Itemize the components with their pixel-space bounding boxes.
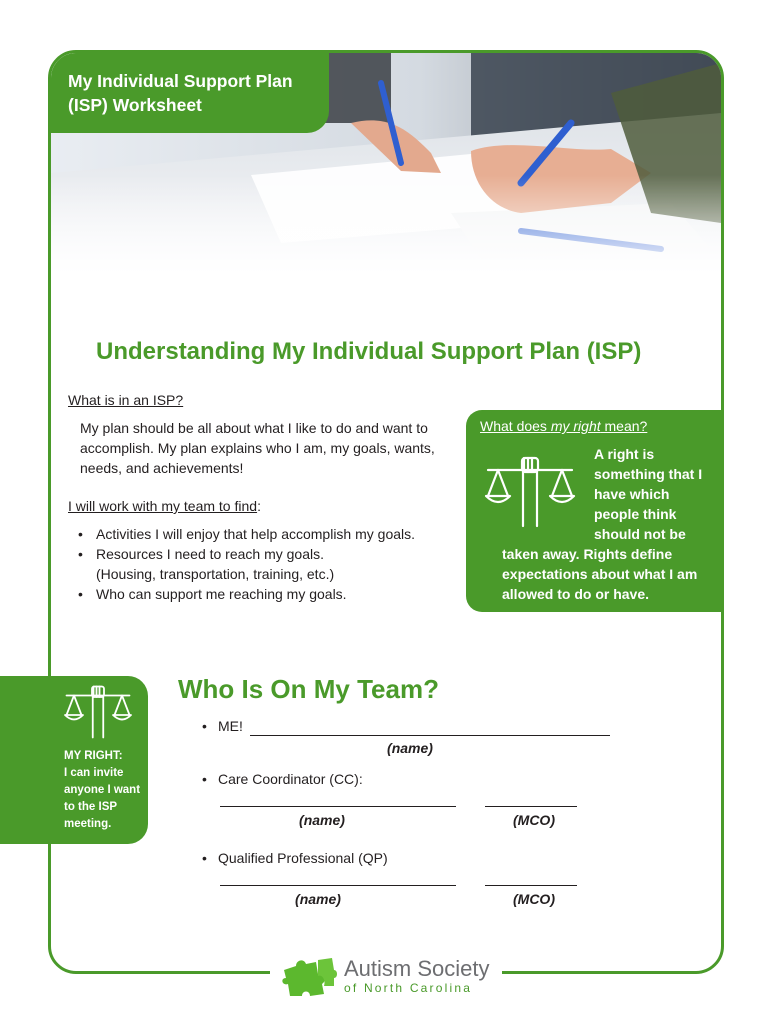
title-line-1: My Individual Support Plan — [68, 71, 293, 91]
list-item: • Who can support me reaching my goals. — [78, 584, 415, 604]
team-find-colon: : — [257, 498, 261, 514]
org-name: Autism Society — [344, 956, 490, 981]
me-label-line: • ME! — [202, 718, 243, 734]
cc-label: Care Coordinator (CC): — [218, 771, 363, 787]
my-right-text — [64, 748, 144, 833]
team-find-heading-text: I will work with my team to find — [68, 498, 258, 514]
rights-definition-part2: taken away. Rights define expectations about what I am allowed to do or have. — [502, 546, 698, 602]
autism-society-logo — [280, 954, 498, 998]
me-label: ME! — [218, 718, 243, 734]
rights-definition-part1: A right is something that I have which people think should not be — [594, 446, 703, 542]
team-find-heading — [68, 498, 261, 514]
my-right-note — [0, 676, 148, 844]
title-line-2: (ISP) Worksheet — [68, 95, 202, 115]
list-item: • Activities I will enjoy that help accomplish my goals. — [78, 524, 415, 544]
what-is-body: My plan should be all about what I like to do and want to accomplish. My plan explains who I am, my goals, wants, needs, and achievements! — [80, 420, 435, 476]
qp-name-caption: (name) — [295, 891, 341, 907]
qp-label-line: • Qualified Professional (QP) — [202, 850, 388, 866]
fist-scales-icon — [62, 684, 134, 740]
cc-name-field[interactable] — [220, 806, 456, 807]
org-subtitle: of North Carolina — [344, 981, 473, 995]
rights-question-post: mean? — [600, 418, 648, 434]
team-heading: Who Is On My Team? — [178, 674, 439, 704]
qp-name-field[interactable] — [220, 885, 456, 886]
my-right-body: I can invite anyone I want to the ISP meeting. — [64, 767, 141, 830]
rights-callout — [466, 410, 724, 612]
list-item-continuation: (Housing, transportation, training, etc.) — [96, 566, 335, 582]
rights-question-em: my right — [550, 418, 601, 434]
cc-mco-field[interactable] — [485, 806, 577, 807]
main-heading: Understanding My Individual Support Plan (ISP) — [96, 338, 642, 365]
rights-question-pre: What does — [480, 418, 551, 434]
team-find-list — [78, 524, 415, 604]
my-right-title: MY RIGHT: — [64, 750, 123, 762]
puzzle-piece-icon — [280, 956, 338, 996]
cc-mco-caption: (MCO) — [513, 812, 555, 828]
fist-scales-icon — [482, 456, 578, 528]
rights-question — [480, 418, 647, 434]
cc-name-caption: (name) — [299, 812, 345, 828]
worksheet-title — [51, 53, 329, 133]
list-item: • Resources I need to reach my goals. — [78, 544, 415, 564]
me-name-caption: (name) — [387, 740, 433, 756]
qp-mco-caption: (MCO) — [513, 891, 555, 907]
cc-label-line: • Care Coordinator (CC): — [202, 771, 363, 787]
me-name-field[interactable] — [250, 735, 610, 736]
qp-label: Qualified Professional (QP) — [218, 850, 388, 866]
qp-mco-field[interactable] — [485, 885, 577, 886]
what-is-heading: What is in an ISP? — [68, 392, 184, 408]
